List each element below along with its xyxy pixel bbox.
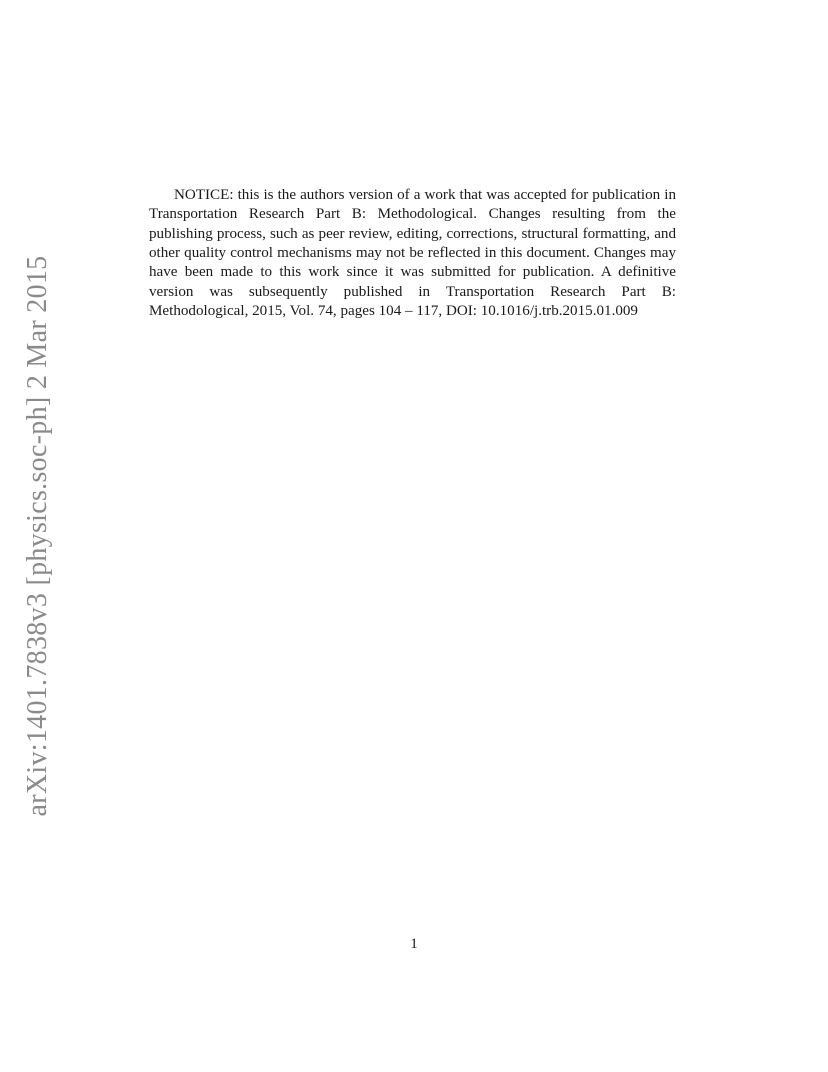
arxiv-identifier-stamp: arXiv:1401.7838v3 [physics.soc-ph] 2 Mar 2015 bbox=[22, 255, 53, 817]
publication-notice: NOTICE: this is the authors version of a work that was accepted for publication in Transportation Research Part B: Methodological. Changes resulting from the publishing process, such as peer review, editing, corrections, structural formatting, and other quality control mechanisms may not be reflected in this document. Changes may have been made to this work since it was submitted for publication. A definitive version was subsequently published in Transportation Research Part B: Methodological, 2015, Vol. 74, pages 104 – 117, DOI: 10.1016/j.trb.2015.01.009 bbox=[149, 187, 676, 319]
page-number: 1 bbox=[410, 936, 418, 952]
